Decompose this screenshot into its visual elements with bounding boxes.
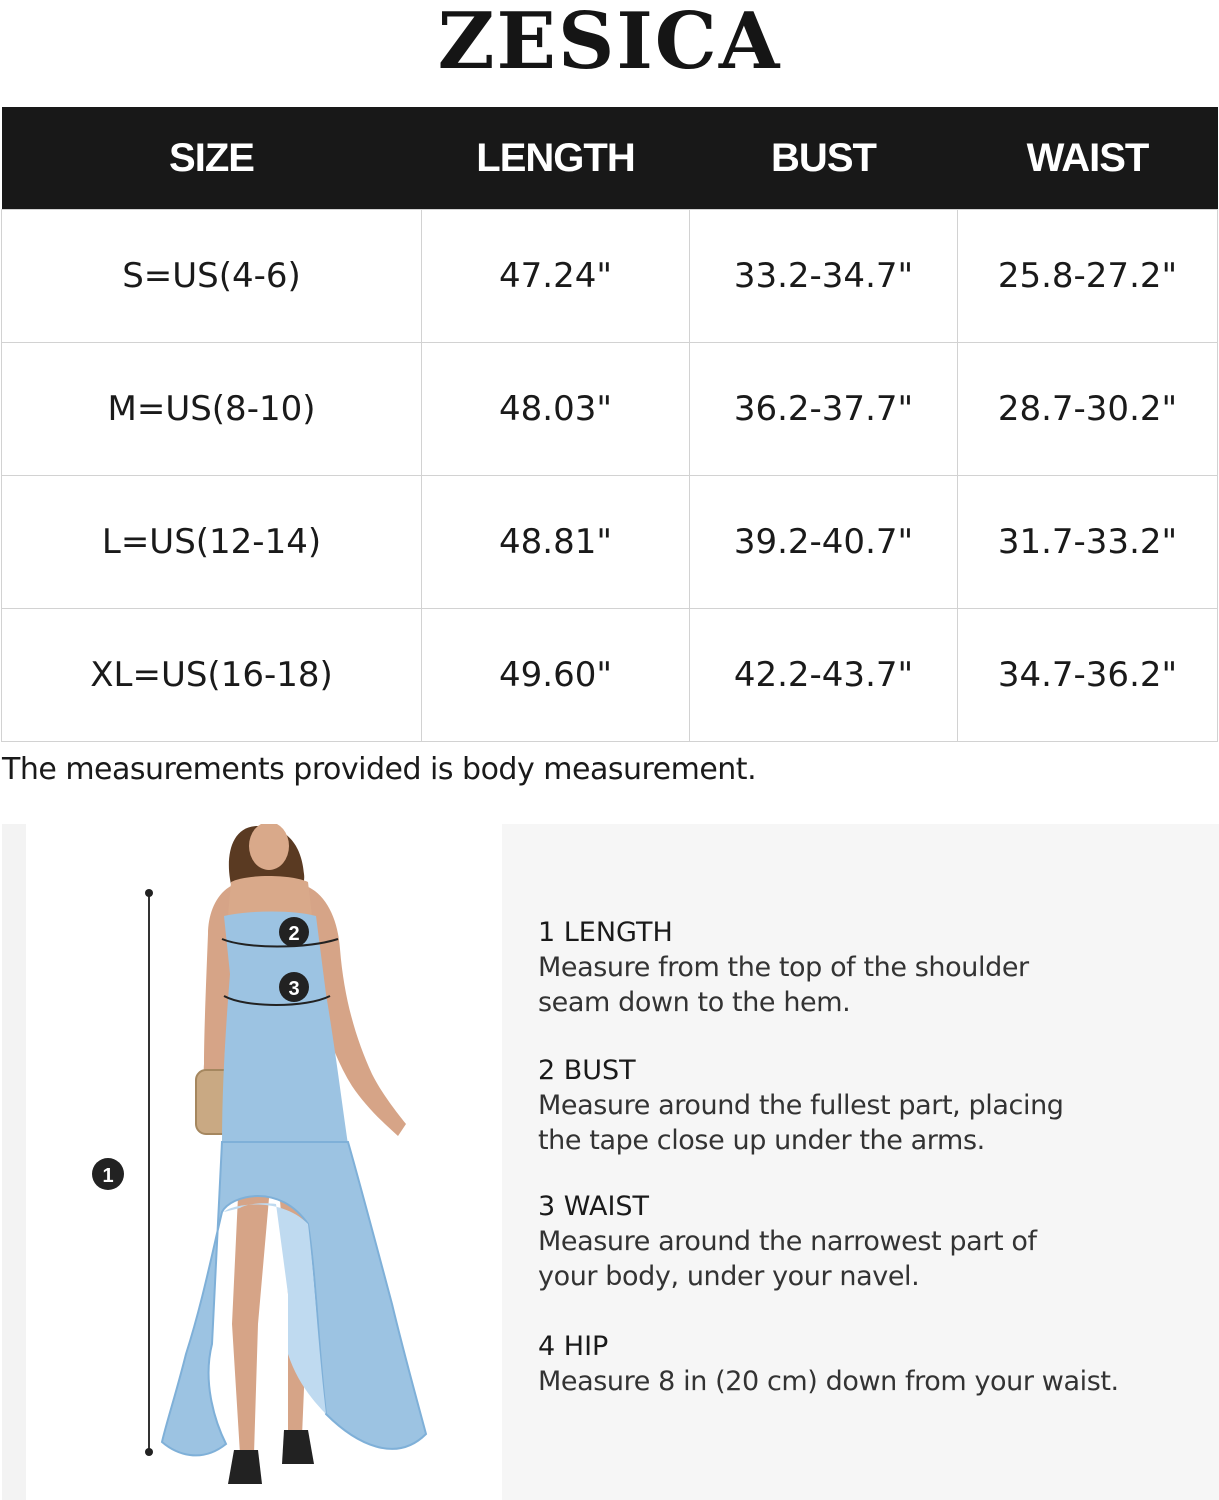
cell-bust: 39.2-40.7" xyxy=(690,476,958,609)
cell-size: L=US(12-14) xyxy=(2,476,422,609)
cell-size: XL=US(16-18) xyxy=(2,609,422,742)
length-guide xyxy=(538,916,1078,1020)
cell-size: M=US(8-10) xyxy=(2,343,422,476)
face xyxy=(249,824,289,870)
waist-guide-title: 3 WAIST xyxy=(538,1191,650,1222)
length-guide-desc: Measure from the top of the shoulder seam down to the hem. xyxy=(538,952,1029,1018)
right-shoe xyxy=(282,1430,314,1464)
measurement-note: The measurements provided is body measurement. xyxy=(2,752,757,787)
cell-length: 49.60" xyxy=(422,609,690,742)
cell-length: 47.24" xyxy=(422,210,690,343)
shoulders xyxy=(228,876,312,916)
size-chart-table xyxy=(1,107,1218,742)
cell-waist: 34.7-36.2" xyxy=(958,609,1218,742)
marker-waist-label: 3 xyxy=(288,978,300,1000)
waist-guide xyxy=(538,1190,1078,1294)
bust-guide xyxy=(538,1054,1098,1158)
cell-waist: 31.7-33.2" xyxy=(958,476,1218,609)
hip-guide-title: 4 HIP xyxy=(538,1331,609,1362)
left-shoe xyxy=(228,1450,262,1484)
header-length: LENGTH xyxy=(422,107,690,210)
cell-length: 48.81" xyxy=(422,476,690,609)
table-row xyxy=(2,343,1218,476)
model-figure-area xyxy=(26,824,500,1500)
header-size: SIZE xyxy=(2,107,422,210)
waist-guide-desc: Measure around the narrowest part of your body, under your navel. xyxy=(538,1226,1037,1292)
header-waist: WAIST xyxy=(958,107,1218,210)
bust-guide-title: 2 BUST xyxy=(538,1055,636,1086)
table-row xyxy=(2,609,1218,742)
length-line-bottom-dot xyxy=(145,1448,153,1456)
model-wearing-dress-icon xyxy=(26,824,500,1500)
hip-guide-desc: Measure 8 in (20 cm) down from your waist. xyxy=(538,1366,1119,1397)
table-header-row xyxy=(2,107,1218,210)
header-bust: BUST xyxy=(690,107,958,210)
brand-logo: ZESICA xyxy=(437,0,782,87)
table-row xyxy=(2,210,1218,343)
cell-waist: 28.7-30.2" xyxy=(958,343,1218,476)
cell-bust: 42.2-43.7" xyxy=(690,609,958,742)
table-row xyxy=(2,476,1218,609)
hip-guide xyxy=(538,1330,1178,1399)
measurement-guide-panel xyxy=(502,824,1219,1500)
marker-bust-label: 2 xyxy=(288,923,300,945)
cell-bust: 33.2-34.7" xyxy=(690,210,958,343)
bust-guide-desc: Measure around the fullest part, placing the tape close up under the arms. xyxy=(538,1090,1064,1156)
model-figure-panel xyxy=(2,824,500,1500)
cell-length: 48.03" xyxy=(422,343,690,476)
cell-bust: 36.2-37.7" xyxy=(690,343,958,476)
marker-length-label: 1 xyxy=(102,1165,114,1187)
cell-waist: 25.8-27.2" xyxy=(958,210,1218,343)
length-line-top-dot xyxy=(145,889,153,897)
length-guide-title: 1 LENGTH xyxy=(538,917,673,948)
cell-size: S=US(4-6) xyxy=(2,210,422,343)
